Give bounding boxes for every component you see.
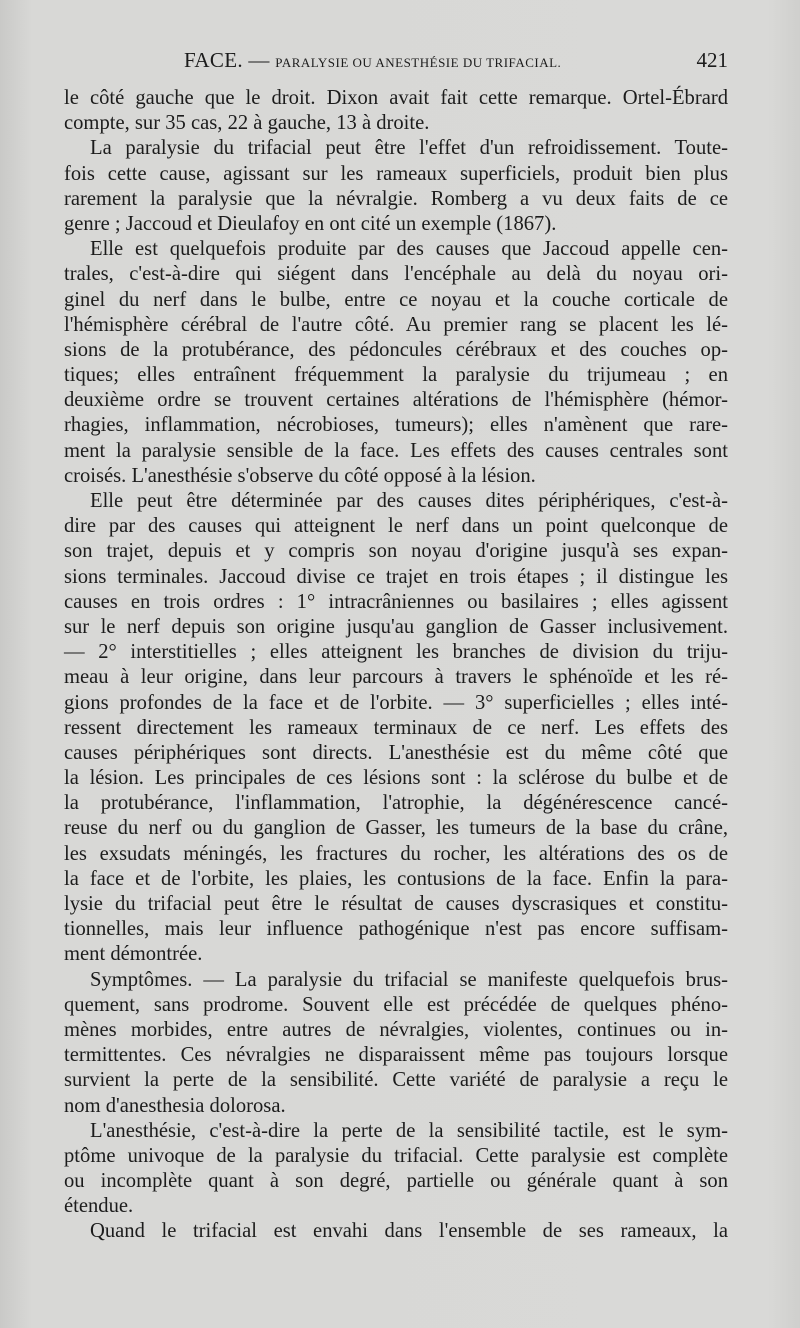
text-line: sur le nerf depuis son origine jusqu'au ganglion de Gasser inclusivement. [64,615,728,638]
text-line: reuse du nerf ou du ganglion de Gasser, les tumeurs de la base du crâne, [64,817,728,840]
text-line: Quand le trifacial est envahi dans l'ensemble de ses rameaux, la [90,1220,728,1243]
text-line: croisés. L'anesthésie s'observe du côté opposé à la lésion. [64,464,536,487]
text-line: ou incomplète quant à son degré, partielle ou générale quant à son [64,1170,728,1193]
text-line: quement, sans prodrome. Souvent elle est précédée de quelques phéno- [64,993,728,1016]
text-line: les exsudats méningés, les fractures du rocher, les altérations des os de [64,842,728,865]
text-line: étendue. [64,1195,134,1218]
text-line: mènes morbides, entre autres de névralgies, violentes, continues ou in- [64,1018,728,1041]
text-line: causes en trois ordres : 1° intracrâniennes ou basilaires ; elles agissent [64,590,728,613]
text-line: survient la perte de la sensibilité. Cette variété de paralysie a reçu le [64,1069,728,1092]
text-line: la face et de l'orbite, les plaies, les contusions de la face. Enfin la para- [64,867,728,890]
text-line: rarement la paralysie que la névralgie. Romberg a vu deux faits de ce [64,187,728,210]
text-line: sions terminales. Jaccoud divise ce trajet en trois étapes ; il distingue les [64,565,728,588]
text-line: nom d'anesthesia dolorosa. [64,1094,286,1117]
text-line: la protubérance, l'inflammation, l'atrophie, la dégénérescence cancé- [64,792,728,815]
text-line: termittentes. Ces névralgies ne disparaissent même pas toujours lorsque [64,1044,728,1067]
text-line: rhagies, inflammation, nécrobioses, tumeurs); elles n'amènent que rare- [64,414,728,437]
text-line: le côté gauche que le droit. Dixon avait fait cette remarque. Ortel-Ébrard [64,87,728,109]
text-line: Symptômes. — La paralysie du trifacial se manifeste quelquefois brus- [90,968,728,991]
text-line: — 2° interstitielles ; elles atteignent les branches de division du triju- [64,641,728,664]
page-number: 421 [696,48,728,72]
text-line: compte, sur 35 cas, 22 à gauche, 13 à droite. [64,112,430,135]
text-line: La paralysie du trifacial peut être l'effet d'un refroidissement. Toute- [90,137,728,160]
text-line: trales, c'est-à-dire qui siégent dans l'encéphale au delà du noyau ori- [64,263,728,286]
text-line: Elle peut être déterminée par des causes dites périphériques, c'est-à- [90,490,728,512]
text-line: L'anesthésie, c'est-à-dire la perte de la sensibilité tactile, est le sym- [90,1119,728,1142]
header-title-face: FACE. — [184,48,276,72]
text-line: son trajet, depuis et y compris son noyau d'origine jusqu'à ses expan- [64,540,728,563]
text-line: Elle est quelquefois produite par des causes que Jaccoud appelle cen- [90,238,728,261]
text-line: meau à leur origine, dans leur parcours à travers le sphénoïde et les ré- [64,666,728,689]
text-line: sions de la protubérance, des pédoncules cérébraux et des couches op- [64,338,728,361]
text-line: tiques; elles entraînent fréquemment la paralysie du trijumeau ; en [64,364,728,387]
text-line: deuxième ordre se trouvent certaines altérations de l'hémisphère (hémor- [64,389,728,412]
text-line: la lésion. Les principales de ces lésions sont : la sclérose du bulbe et de [64,767,728,790]
text-line: ressent directement les rameaux terminaux de ce nerf. Les effets des [64,716,728,739]
header-title [184,48,561,73]
text-line: l'hémisphère cérébral de l'autre côté. Au premier rang se placent les lé- [64,313,728,336]
text-line: lysie du trifacial peut être le résultat de causes dyscrasiques et constitu- [64,893,728,915]
text-line: causes périphériques sont directs. L'anesthésie est du même côté que [64,741,728,764]
body-text [64,86,728,1245]
text-line: gions profondes de la face et de l'orbite. — 3° superficielles ; elles inté- [64,691,728,714]
running-header [64,46,728,80]
header-title-rest: PARALYSIE OU ANESTHÉSIE DU TRIFACIAL. [275,55,562,70]
text-line: fois cette cause, agissant sur les rameaux superficiels, produit bien plus [64,162,728,185]
text-line: dire par des causes qui atteignent le nerf dans un point quelconque de [64,515,728,538]
text-line: ginel du nerf dans le bulbe, entre ce noyau et la couche corticale de [64,288,728,311]
text-line: ptôme univoque de la paralysie du trifacial. Cette paralysie est complète [64,1144,728,1167]
text-line: tionnelles, mais leur influence pathogénique n'est pas encore suffisam- [64,918,728,941]
text-line: ment démontrée. [64,943,203,966]
text-line: ment la paralysie sensible de la face. Les effets des causes centrales sont [64,439,728,462]
text-line: genre ; Jaccoud et Dieulafoy en ont cité un exemple (1867). [64,212,557,235]
